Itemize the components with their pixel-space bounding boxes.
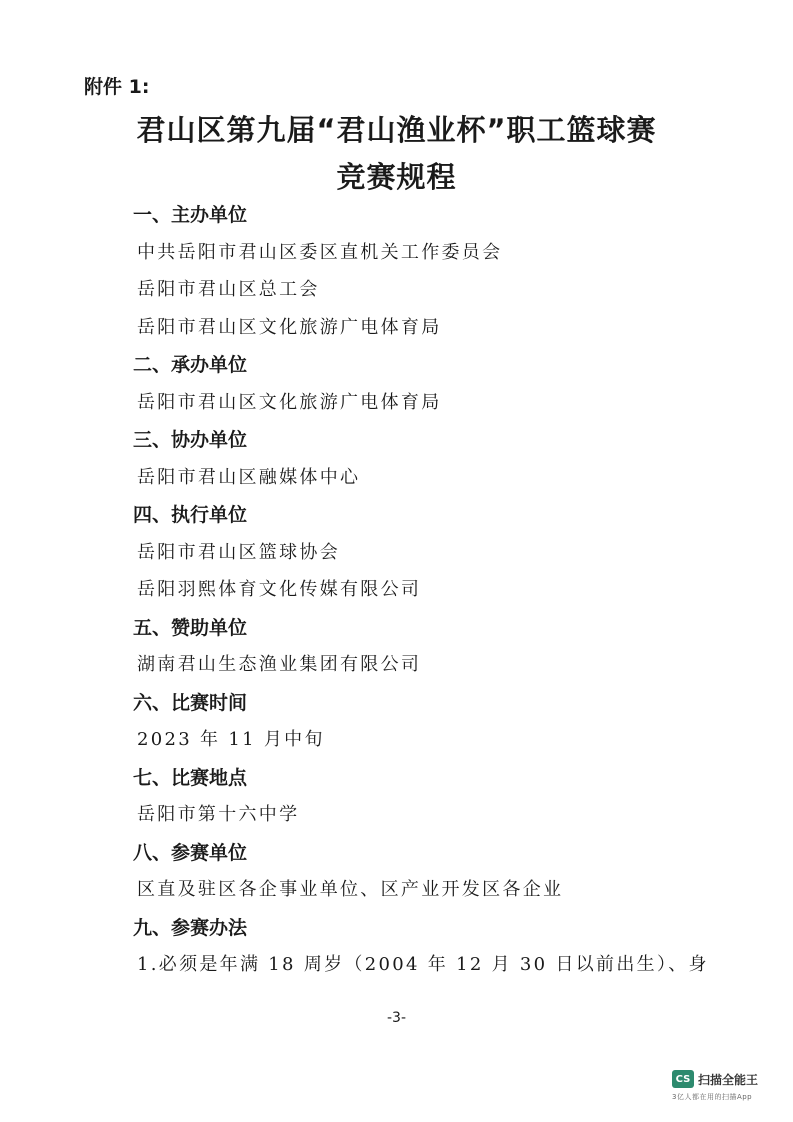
section-line: 岳阳市第十六中学 (137, 804, 300, 825)
section-line: 湖南君山生态渔业集团有限公司 (137, 654, 422, 675)
section-heading: 二、承办单位 (133, 354, 248, 376)
attachment-label: 附件 1: (84, 76, 150, 98)
section-heading: 三、协办单位 (133, 429, 248, 451)
section-heading: 四、执行单位 (133, 504, 248, 526)
section-line: 中共岳阳市君山区委区直机关工作委员会 (137, 241, 503, 263)
section-line: 岳阳羽熙体育文化传媒有限公司 (137, 579, 422, 600)
page-number: -3- (386, 1010, 406, 1026)
watermark-slogan: 3亿人都在用的扫描App (672, 1093, 753, 1101)
section-heading: 九、参赛办法 (133, 916, 248, 939)
section-line: 岳阳市君山区总工会 (137, 279, 320, 300)
section-line: 区直及驻区各企事业单位、区产业开发区各企业 (137, 879, 564, 900)
document-title-line-1: 君山区第九届“君山渔业杯”职工篮球赛 (136, 113, 657, 147)
section-heading: 八、参赛单位 (133, 841, 248, 864)
scanner-watermark (672, 1070, 772, 1102)
section-heading: 七、比赛地点 (133, 766, 248, 789)
section-line: 岳阳市君山区文化旅游广电体育局 (137, 391, 442, 413)
section-line: 2023 年 11 月中旬 (137, 729, 325, 750)
section-line: 岳阳市君山区文化旅游广电体育局 (137, 316, 442, 338)
document-title-line-2: 竞赛规程 (336, 160, 457, 194)
section-line: 岳阳市君山区篮球协会 (137, 541, 340, 563)
section-heading: 六、比赛时间 (133, 691, 248, 714)
section-heading: 一、主办单位 (133, 204, 248, 226)
section-line: 岳阳市君山区融媒体中心 (137, 466, 361, 488)
camscanner-logo-icon: CS (672, 1070, 694, 1088)
section-heading: 五、赞助单位 (133, 616, 248, 639)
section-line: 1.必须是年满 18 周岁（2004 年 12 月 30 日以前出生）、身 (137, 954, 709, 975)
watermark-app-name: 扫描全能王 (698, 1072, 759, 1087)
